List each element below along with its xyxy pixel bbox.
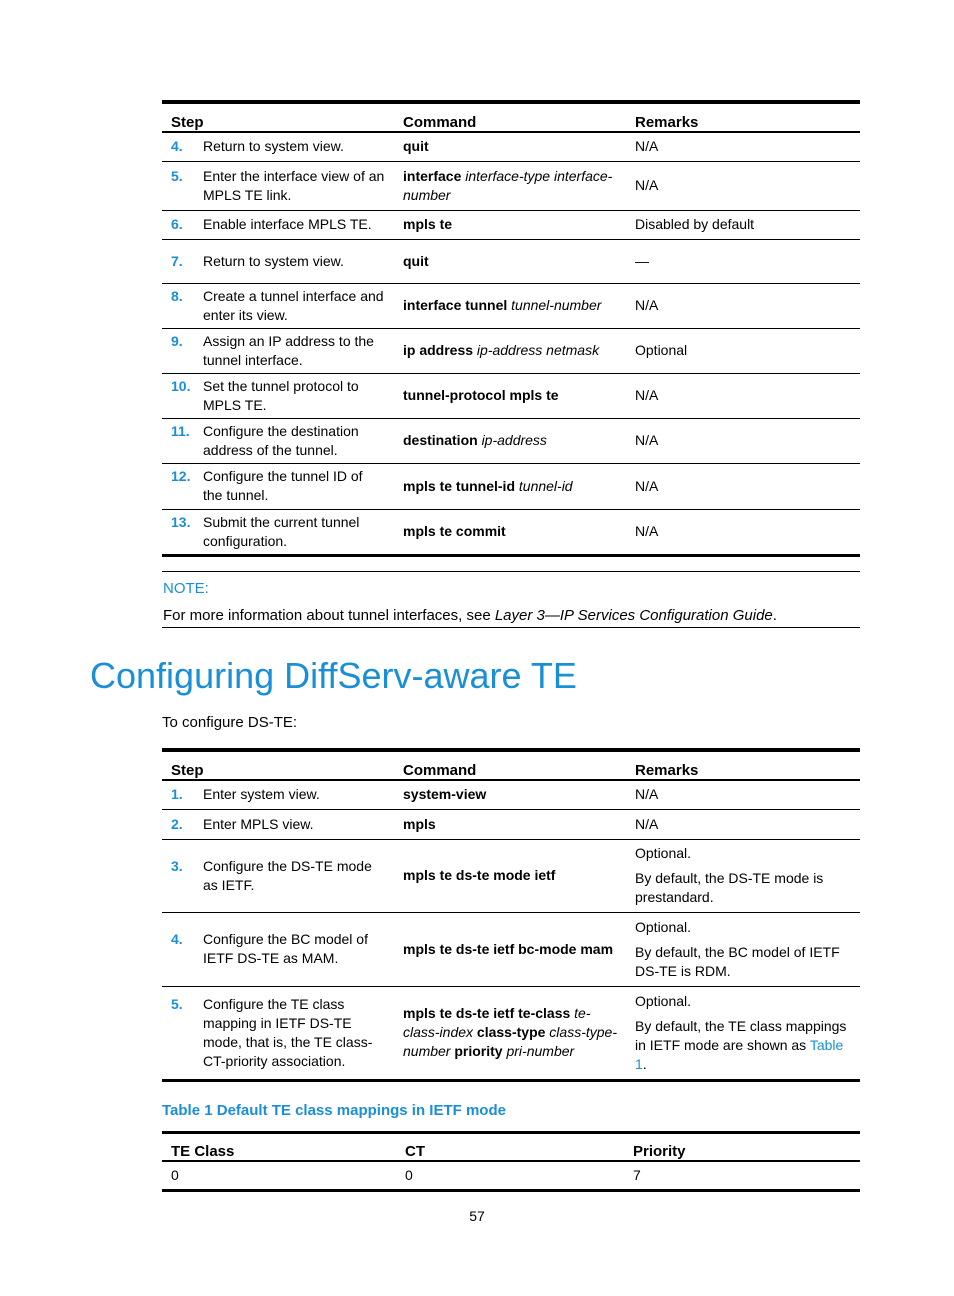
- command-cell: [394, 986, 626, 1080]
- command-argument: tunnel-number: [511, 297, 602, 313]
- step-description: Configure the TE class mapping in IETF DS-TE mode, that is, the TE class-CT-priority association.: [203, 995, 373, 1069]
- remark-text: [635, 992, 851, 1011]
- steps-table-dste: [162, 748, 860, 1082]
- command-argument: ip-address: [481, 432, 547, 448]
- remark-line: N/A: [635, 432, 659, 448]
- command-argument: class-type-number: [403, 1024, 617, 1059]
- command-keyword: ip address: [403, 342, 477, 358]
- command-cell: [394, 509, 626, 555]
- command-keyword: mpls te ds-te ietf bc-mode mam: [403, 940, 614, 957]
- remarks-cell: [626, 986, 860, 1080]
- remark-text: [635, 341, 851, 360]
- table-row: [162, 239, 860, 283]
- command-keyword: class-type: [476, 1024, 550, 1040]
- command-argument: pri-number: [506, 1043, 575, 1059]
- remarks-cell: [626, 210, 860, 239]
- table-row: [162, 418, 860, 463]
- table-row: [162, 283, 860, 328]
- step-number: 11.: [171, 422, 190, 439]
- step-description: Configure the tunnel ID of the tunnel.: [203, 468, 363, 503]
- step-description: Return to system view.: [203, 138, 344, 155]
- step-description: Assign an IP address to the tunnel interface.: [203, 332, 374, 368]
- command-keyword: quit: [403, 138, 429, 155]
- step-number: 12.: [171, 468, 191, 484]
- remarks-cell: [626, 373, 860, 418]
- note-guide-reference: Layer 3—IP Services Configuration Guide: [494, 607, 773, 624]
- remarks-cell: [626, 463, 860, 509]
- remarks-cell: [626, 239, 860, 283]
- step-number: 7.: [171, 252, 183, 269]
- note-box: [162, 571, 860, 628]
- table-row: [162, 809, 860, 839]
- table-row: [162, 161, 860, 210]
- remark-text: [635, 943, 851, 981]
- command-keyword: mpls te ds-te ietf te-class: [403, 1005, 575, 1021]
- command-cell: [394, 239, 626, 283]
- remark-line: N/A: [635, 786, 659, 803]
- step-cell: [162, 161, 394, 210]
- table-row: [162, 132, 860, 161]
- command-cell: [394, 912, 626, 986]
- table-caption: Table 1 Default TE class mappings in IETF mode: [162, 1102, 506, 1119]
- command-keyword: priority: [454, 1043, 507, 1059]
- command-cell: [394, 418, 626, 463]
- step-cell: [162, 986, 394, 1080]
- cell-ct: 0: [396, 1161, 624, 1191]
- remark-line: Disabled by default: [635, 216, 755, 232]
- step-number: 2.: [171, 815, 183, 832]
- command-keyword: interface tunnel: [403, 297, 512, 313]
- remark-text: [635, 137, 851, 156]
- remark-text: [635, 1017, 851, 1074]
- remark-text: [635, 844, 851, 863]
- step-number: 5.: [171, 167, 183, 184]
- step-number: 10.: [171, 377, 191, 394]
- step-description: Enter MPLS view.: [203, 815, 314, 832]
- step-description: Set the tunnel protocol to MPLS TE.: [203, 377, 359, 413]
- step-description: Enter the interface view of an MPLS TE link.: [203, 167, 385, 203]
- remark-text: [635, 176, 851, 195]
- step-description: Configure the DS-TE mode as IETF.: [203, 857, 372, 893]
- step-cell: [162, 509, 394, 555]
- table-row: [162, 210, 860, 239]
- remark-line: Optional.: [635, 845, 692, 861]
- header-priority: Priority: [624, 1133, 860, 1161]
- step-number: 4.: [171, 931, 183, 947]
- remark-line: N/A: [635, 387, 659, 403]
- page-number: 57: [469, 1208, 485, 1224]
- remarks-cell: [626, 912, 860, 986]
- step-description: Return to system view.: [203, 252, 344, 269]
- step-cell: [162, 239, 394, 283]
- table-row: [162, 1161, 860, 1191]
- remark-text: [635, 296, 851, 315]
- step-cell: [162, 839, 394, 912]
- command-argument: tunnel-id: [518, 477, 573, 494]
- remark-text: [635, 477, 851, 496]
- step-cell: [162, 132, 394, 161]
- remark-line: N/A: [635, 297, 659, 313]
- remarks-cell: [626, 418, 860, 463]
- step-cell: [162, 210, 394, 239]
- remark-line: Optional.: [635, 918, 692, 935]
- header-step: Step: [162, 102, 394, 132]
- command-cell: [394, 839, 626, 912]
- remarks-cell: [626, 283, 860, 328]
- note-text: [163, 607, 777, 624]
- te-class-mapping-table: [162, 1131, 860, 1192]
- header-command: Command: [394, 750, 626, 780]
- remark-tail: .: [642, 1055, 647, 1072]
- step-description: Create a tunnel interface and enter its view.: [203, 287, 384, 323]
- table-row: [162, 463, 860, 509]
- step-number: 8.: [171, 287, 183, 304]
- intro-text: To configure DS-TE:: [162, 714, 298, 731]
- command-keyword: destination: [403, 432, 482, 448]
- table-row: [162, 780, 860, 809]
- header-step: Step: [162, 750, 394, 780]
- header-command: Command: [394, 102, 626, 132]
- step-cell: [162, 328, 394, 373]
- step-number: 9.: [171, 332, 183, 349]
- command-argument: interface-type interface-number: [403, 167, 613, 203]
- remark-line: N/A: [635, 177, 659, 193]
- step-number: 4.: [171, 138, 183, 155]
- command-keyword: tunnel-protocol mpls te: [403, 387, 559, 403]
- table-row: [162, 986, 860, 1080]
- remark-line: N/A: [635, 523, 659, 539]
- step-description: Submit the current tunnel configuration.: [203, 513, 360, 549]
- remark-line: Optional: [635, 342, 688, 358]
- table-row: [162, 509, 860, 555]
- step-number: 1.: [171, 786, 183, 803]
- note-text-after: .: [772, 607, 777, 624]
- remark-text: [635, 252, 851, 271]
- step-description: Configure the BC model of IETF DS-TE as MAM.: [203, 931, 368, 966]
- header-remarks: Remarks: [626, 750, 860, 780]
- remark-text: [635, 815, 851, 834]
- section-heading: Configuring DiffServ-aware TE: [90, 655, 577, 696]
- remark-line: N/A: [635, 138, 659, 155]
- remark-text: [635, 918, 851, 937]
- command-cell: [394, 809, 626, 839]
- step-cell: [162, 283, 394, 328]
- table-row: [162, 328, 860, 373]
- step-description: Enable interface MPLS TE.: [203, 216, 372, 232]
- header-remarks: Remarks: [626, 102, 860, 132]
- remark-line: Optional.: [635, 992, 692, 1009]
- steps-table-tunnel: [162, 100, 860, 557]
- command-cell: [394, 463, 626, 509]
- remarks-cell: [626, 809, 860, 839]
- command-keyword: system-view: [403, 786, 487, 803]
- remark-text: [635, 785, 851, 804]
- step-number: 13.: [171, 513, 191, 530]
- command-keyword: quit: [403, 252, 429, 269]
- remark-text: [635, 869, 851, 907]
- cell-te-class: 0: [162, 1161, 396, 1191]
- command-argument: te-class-index: [403, 1005, 591, 1040]
- step-description: Configure the destination address of the tunnel.: [203, 422, 359, 458]
- remark-line: By default, the TE class mappings in IETF mode are shown as: [635, 1017, 847, 1053]
- remarks-cell: [626, 509, 860, 555]
- command-keyword: mpls te ds-te mode ietf: [403, 867, 556, 883]
- step-cell: [162, 373, 394, 418]
- header-te-class: TE Class: [162, 1133, 396, 1161]
- step-number: 5.: [171, 995, 183, 1012]
- step-description: Enter system view.: [203, 786, 320, 803]
- step-number: 6.: [171, 216, 183, 232]
- remark-text: [635, 215, 851, 234]
- command-argument: ip-address netmask: [476, 342, 600, 358]
- command-cell: [394, 161, 626, 210]
- command-keyword: mpls te: [403, 216, 453, 232]
- remark-line: —: [635, 252, 649, 269]
- step-cell: [162, 809, 394, 839]
- command-keyword: mpls te tunnel-id: [403, 477, 519, 494]
- table-1-link[interactable]: Table 1: [635, 1036, 844, 1072]
- remarks-cell: [626, 839, 860, 912]
- step-number: 3.: [171, 857, 183, 874]
- step-cell: [162, 780, 394, 809]
- table-row: [162, 839, 860, 912]
- remark-text: [635, 522, 851, 541]
- note-text-before: For more information about tunnel interfaces, see: [163, 607, 495, 624]
- remark-line: N/A: [635, 477, 659, 494]
- command-cell: [394, 132, 626, 161]
- step-cell: [162, 418, 394, 463]
- command-keyword: mpls: [403, 815, 436, 832]
- command-cell: [394, 283, 626, 328]
- command-keyword: mpls te commit: [403, 523, 506, 539]
- table-row: [162, 373, 860, 418]
- remark-line: N/A: [635, 815, 659, 832]
- command-cell: [394, 780, 626, 809]
- remarks-cell: [626, 132, 860, 161]
- note-label: NOTE:: [163, 580, 209, 597]
- step-cell: [162, 463, 394, 509]
- remarks-cell: [626, 328, 860, 373]
- cell-priority: 7: [624, 1161, 860, 1191]
- remark-line: By default, the BC model of IETF DS-TE is RDM.: [635, 943, 840, 979]
- command-cell: [394, 373, 626, 418]
- command-keyword: interface: [403, 167, 466, 184]
- header-ct: CT: [396, 1133, 624, 1161]
- remarks-cell: [626, 161, 860, 210]
- remarks-cell: [626, 780, 860, 809]
- command-cell: [394, 328, 626, 373]
- remark-text: [635, 431, 851, 450]
- remark-text: [635, 386, 851, 405]
- remark-line: By default, the DS-TE mode is prestandard.: [635, 870, 824, 905]
- step-cell: [162, 912, 394, 986]
- command-cell: [394, 210, 626, 239]
- table-row: [162, 912, 860, 986]
